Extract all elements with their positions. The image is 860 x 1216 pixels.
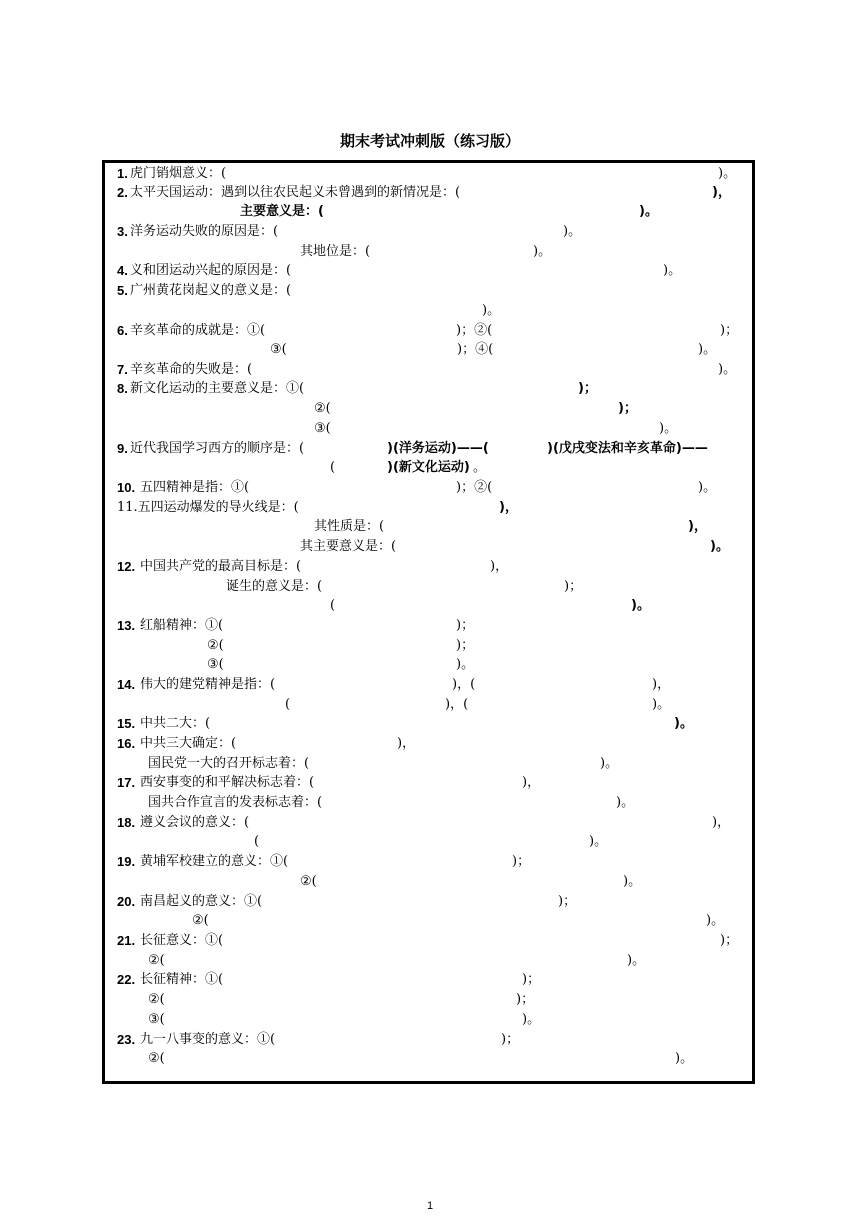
question-text: 11.五四运动爆发的导火线是：(	[117, 500, 299, 515]
question-text: )，	[712, 815, 731, 830]
question-text: ②(	[207, 638, 224, 653]
question-text: 其地位是：(	[300, 244, 371, 259]
question-text: )，	[490, 559, 509, 574]
question-text: 南昌起义的意义：①(	[140, 894, 263, 909]
question-text: )；	[564, 579, 583, 594]
question-text: )；④(	[457, 342, 494, 357]
question-text: 诞生的意义是：(	[226, 579, 323, 594]
question-text: 国民党一大的召开标志着：(	[148, 756, 310, 771]
question-text: )；	[522, 972, 541, 987]
question-text: 义和团运动兴起的原因是：(	[130, 263, 292, 278]
question-text: )；	[456, 618, 475, 633]
question-text: )。	[652, 697, 671, 712]
question-text: ②(	[148, 1051, 165, 1066]
question-text: 新文化运动的主要意义是：①(	[130, 381, 305, 396]
question-text: 遵义会议的意义：(	[140, 815, 250, 830]
question-text: ③(	[270, 342, 287, 357]
question-text: )，	[712, 185, 731, 200]
question-text: )。	[482, 303, 501, 318]
question-text: 主要意义是：(	[240, 204, 324, 219]
question-text: ②(	[148, 992, 165, 1007]
question-number: 18.	[117, 815, 136, 830]
question-text: 九一八事变的意义：①(	[140, 1032, 276, 1047]
question-text: )；	[512, 854, 531, 869]
question-text: )。	[563, 224, 582, 239]
question-number: 14.	[117, 677, 136, 692]
question-text: )。	[533, 244, 552, 259]
question-text: )。	[600, 756, 619, 771]
question-text: 国共合作宣言的发表标志着：(	[148, 795, 323, 810]
question-text: )。	[522, 1012, 541, 1027]
question-text: (	[285, 697, 291, 712]
question-text: )，(	[445, 697, 469, 712]
question-number: 9.	[117, 441, 128, 456]
question-text: 洋务运动失败的原因是：(	[130, 224, 279, 239]
question-text: )；	[558, 894, 577, 909]
question-text: 辛亥革命的成就是：①(	[130, 323, 266, 338]
question-text: )，	[652, 677, 671, 692]
question-text: )；	[720, 933, 739, 948]
question-text: ②(	[148, 953, 165, 968]
question-text: 虎门销烟意义：(	[130, 166, 227, 181]
question-number: 5.	[117, 283, 128, 298]
question-text: 其性质是：(	[314, 519, 385, 534]
question-text: 红船精神：①(	[140, 618, 224, 633]
question-text: ②(	[300, 874, 317, 889]
page-title: 期末考试冲刺版（练习版）	[339, 132, 520, 150]
question-number: 19.	[117, 854, 136, 869]
question-text: )。	[631, 598, 650, 613]
question-text: (	[330, 460, 336, 475]
question-text: )；	[578, 381, 597, 396]
question-number: 3.	[117, 224, 128, 239]
question-text: (	[330, 598, 336, 613]
question-text: 中国共产党的最高目标是：(	[140, 559, 302, 574]
question-text: ③(	[207, 657, 224, 672]
question-number: 16.	[117, 736, 136, 751]
question-number: 15.	[117, 716, 136, 731]
question-text: ③(	[148, 1012, 165, 1027]
question-text: )。	[456, 657, 475, 672]
question-text: 辛亥革命的失败是：(	[130, 362, 253, 377]
question-text: )；	[456, 638, 475, 653]
question-text: 太平天国运动：遇到以往农民起义未曾遇到的新情况是：(	[130, 185, 461, 200]
page-number: 1	[426, 1200, 434, 1212]
question-text: )。	[663, 263, 682, 278]
question-text: 近代我国学习西方的顺序是：(	[130, 441, 305, 456]
question-text: )。	[659, 421, 678, 436]
question-text: )。	[675, 1051, 694, 1066]
question-text: 中共二大：(	[140, 716, 211, 731]
question-text: )；②(	[456, 480, 493, 495]
question-text: )。	[706, 913, 725, 928]
question-text: )；	[720, 323, 739, 338]
question-text: )。	[698, 342, 717, 357]
question-text: 长征精神：①(	[140, 972, 224, 987]
question-text: 其主要意义是：(	[300, 539, 397, 554]
question-number: 20.	[117, 894, 136, 909]
question-text: 伟大的建党精神是指：(	[140, 677, 276, 692]
question-text: 西安事变的和平解决标志着：(	[140, 775, 315, 790]
question-number: 8.	[117, 381, 128, 396]
question-text: )。	[718, 166, 737, 181]
question-text: )。	[616, 795, 635, 810]
question-text: (	[254, 834, 260, 849]
question-text: )，	[397, 736, 416, 751]
question-number: 6.	[117, 323, 128, 338]
question-number: 4.	[117, 263, 128, 278]
question-number: 23.	[117, 1032, 136, 1047]
question-text: )；②(	[456, 323, 493, 338]
question-text: )。	[698, 480, 717, 495]
question-number: 21.	[117, 933, 136, 948]
question-text: 中共三大确定：(	[140, 736, 237, 751]
question-text: ③(	[314, 421, 331, 436]
question-text: )，	[688, 519, 707, 534]
question-text: ②(	[192, 913, 209, 928]
question-number: 12.	[117, 559, 136, 574]
question-number: 10.	[117, 480, 136, 495]
question-number: 7.	[117, 362, 128, 377]
question-text: )。	[710, 539, 729, 554]
question-number: 17.	[117, 775, 136, 790]
question-number: 13.	[117, 618, 136, 633]
question-text: 。	[473, 460, 487, 475]
question-text: ②(	[314, 401, 331, 416]
question-text: )。	[627, 953, 646, 968]
question-text: )，	[522, 775, 541, 790]
question-text: )(洋务运动)——(	[387, 441, 489, 456]
question-text: )，(	[452, 677, 476, 692]
question-text: )。	[639, 204, 658, 219]
question-text: )。	[623, 874, 642, 889]
question-text: )。	[718, 362, 737, 377]
question-text: 长征意义：①(	[140, 933, 224, 948]
question-text: )，	[499, 500, 518, 515]
question-number: 1.	[117, 166, 128, 181]
question-text: )；	[516, 992, 535, 1007]
question-text: 黄埔军校建立的意义：①(	[140, 854, 289, 869]
question-number: 22.	[117, 972, 136, 987]
question-text: )；	[618, 401, 637, 416]
question-text: )(戊戌变法和辛亥革命)——	[547, 441, 708, 456]
question-text: )(新文化运动)	[387, 460, 470, 475]
question-text: )。	[674, 716, 693, 731]
question-text: 五四精神是指：①(	[140, 480, 250, 495]
question-text: 广州黄花岗起义的意义是：(	[130, 283, 292, 298]
question-text: )；	[501, 1032, 520, 1047]
question-number: 2.	[117, 185, 128, 200]
question-text: )。	[589, 834, 608, 849]
